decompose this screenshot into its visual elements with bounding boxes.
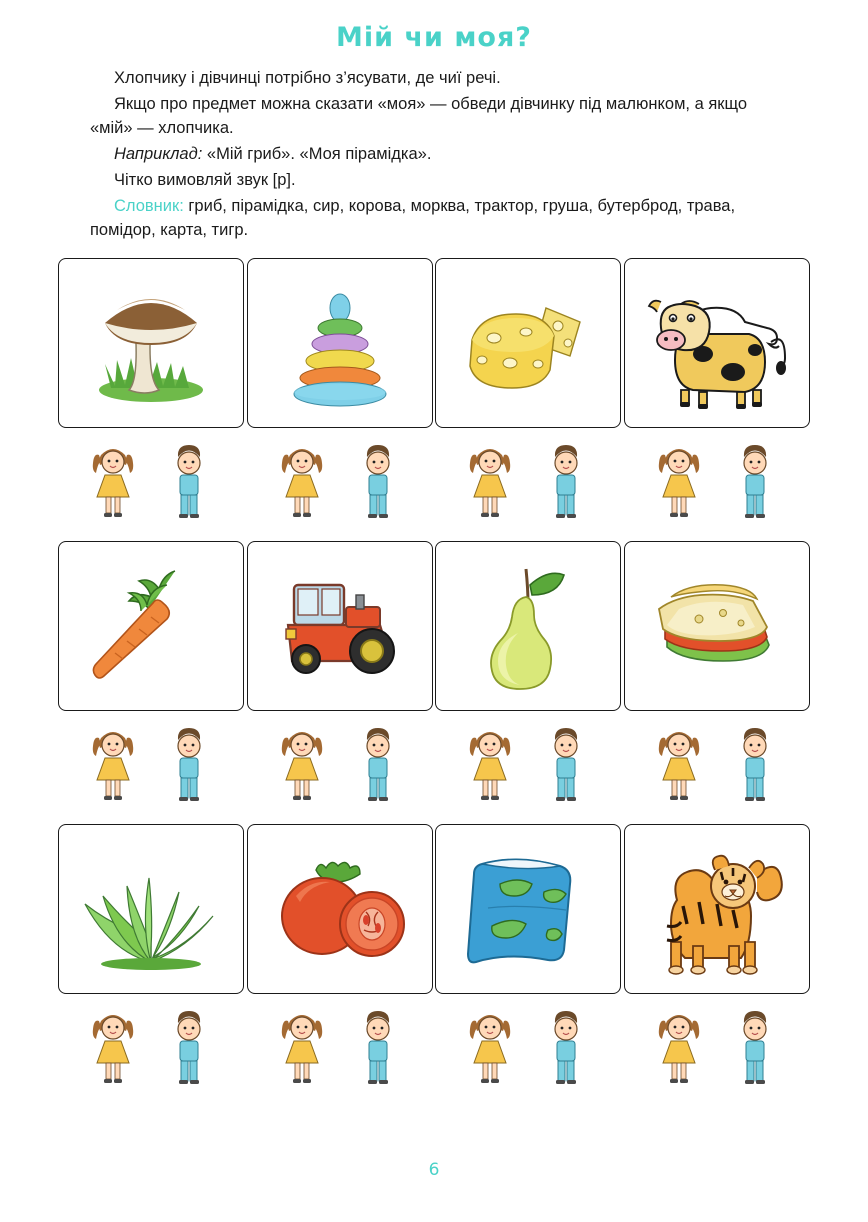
choice-row-sandwich [651,720,783,804]
tomato-picture[interactable] [247,824,433,994]
choice-row-carrot [85,720,217,804]
boy-choice-icon[interactable] [727,437,783,521]
grid-cell-mushroom [58,258,244,537]
grid-cell-pyramid [247,258,433,537]
grid-row [58,824,810,1103]
grid-row [58,258,810,537]
example-line [90,143,778,167]
girl-choice-icon[interactable] [85,1003,141,1087]
grass-picture[interactable] [58,824,244,994]
girl-choice-icon[interactable] [274,1003,330,1087]
instruction-line-1: Хлопчику і дівчинці потрібно з’ясувати, де чиї речі. [114,69,501,87]
choice-row-pyramid [274,437,406,521]
choice-row-tomato [274,1003,406,1087]
boy-choice-icon[interactable] [161,437,217,521]
choice-row-tractor [274,720,406,804]
sandwich-picture[interactable] [624,541,810,711]
girl-choice-icon[interactable] [274,720,330,804]
boy-choice-icon[interactable] [350,720,406,804]
tiger-picture[interactable] [624,824,810,994]
pear-picture[interactable] [435,541,621,711]
boy-choice-icon[interactable] [350,1003,406,1087]
choice-row-map [462,1003,594,1087]
boy-choice-icon[interactable] [727,720,783,804]
choice-row-cheese [462,437,594,521]
grid-cell-carrot [58,541,244,820]
page-title: Мій чи моя? [336,22,532,53]
boy-choice-icon[interactable] [161,1003,217,1087]
instruction-line-3: Чітко вимовляй звук [р]. [114,170,296,189]
girl-choice-icon[interactable] [651,437,707,521]
girl-choice-icon[interactable] [462,720,518,804]
choice-row-cow [651,437,783,521]
boy-choice-icon[interactable] [727,1003,783,1087]
grid-cell-tractor [247,541,433,820]
instruction-line-2: Якщо про предмет можна сказати «моя» — обведи дівчинку під малюнком, а якщо «мій» — хлопчика. [90,94,748,137]
carrot-picture[interactable] [58,541,244,711]
boy-choice-icon[interactable] [161,720,217,804]
girl-choice-icon[interactable] [85,720,141,804]
tractor-picture[interactable] [247,541,433,711]
girl-choice-icon[interactable] [85,437,141,521]
girl-choice-icon[interactable] [462,437,518,521]
page-number: 6 [428,1160,440,1180]
girl-choice-icon[interactable] [274,437,330,521]
worksheet-page [0,22,868,1222]
instructions-block [28,67,840,242]
girl-choice-icon[interactable] [651,720,707,804]
choice-row-grass [85,1003,217,1087]
girl-choice-icon[interactable] [651,1003,707,1087]
girl-choice-icon[interactable] [462,1003,518,1087]
boy-choice-icon[interactable] [538,1003,594,1087]
cheese-picture[interactable] [435,258,621,428]
choice-row-tiger [651,1003,783,1087]
mushroom-picture[interactable] [58,258,244,428]
picture-grid [28,258,840,1103]
grid-row [58,541,810,820]
grid-cell-map [435,824,621,1103]
boy-choice-icon[interactable] [538,720,594,804]
grid-cell-cow [624,258,810,537]
cow-picture[interactable] [624,258,810,428]
grid-cell-tomato [247,824,433,1103]
pyramid-toy-picture[interactable] [247,258,433,428]
grid-cell-grass [58,824,244,1103]
grid-cell-pear [435,541,621,820]
boy-choice-icon[interactable] [538,437,594,521]
grid-cell-sandwich [624,541,810,820]
example-text: «Мій гриб». «Моя пірамідка». [206,144,432,163]
choice-row-pear [462,720,594,804]
vocabulary-label: Словник: [114,196,184,215]
map-picture[interactable] [435,824,621,994]
grid-cell-cheese [435,258,621,537]
boy-choice-icon[interactable] [350,437,406,521]
grid-cell-tiger [624,824,810,1103]
example-label: Наприклад: [114,144,203,163]
vocabulary-line [90,195,778,243]
vocabulary-text: гриб, пірамідка, сир, корова, морква, трактор, груша, бутерброд, трава, помідор, карта, тигр. [90,196,736,239]
choice-row-mushroom [85,437,217,521]
